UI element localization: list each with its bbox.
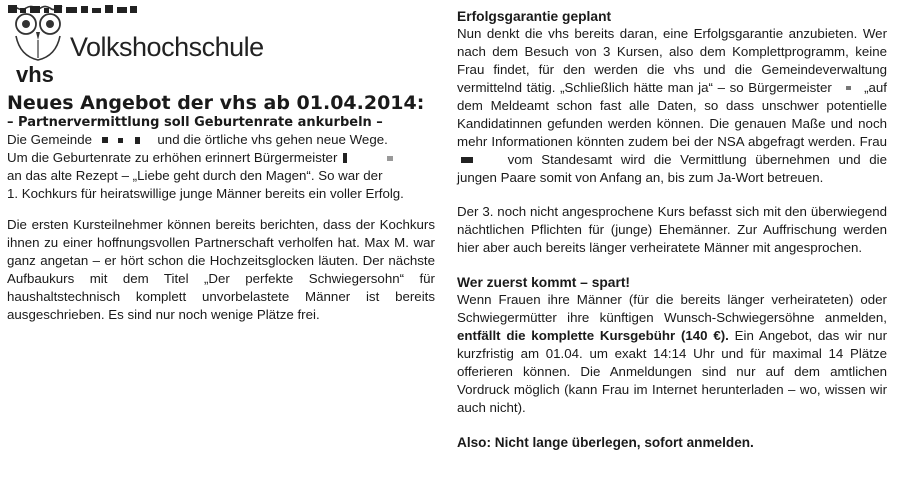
intro-text: Die Gemeinde	[7, 132, 92, 147]
paragraph-text: Wenn Frauen ihre Männer (für die bereits länger verheirateten) oder Schwiegermütter ihre künftigen Wunsch-Schwiegersöhne anmelden,	[457, 292, 887, 325]
spacer	[457, 257, 887, 274]
heading-erfolgsgarantie: Erfolgsgarantie geplant	[457, 9, 612, 24]
intro-text: an das alte Rezept – „Liebe geht durch den Magen“. So war der	[7, 168, 383, 183]
redacted-name	[135, 137, 140, 144]
spacer	[457, 417, 887, 434]
redacted-name	[387, 156, 393, 161]
intro-text: 1. Kochkurs für heiratswillige junge Männer bereits ein voller Erfolg.	[7, 186, 404, 201]
left-column	[7, 92, 435, 324]
redacted-name	[343, 153, 347, 163]
highlight-free-fee: entfällt die komplette Kursgebühr (140 €).	[457, 328, 729, 343]
redacted-place-name	[8, 2, 138, 16]
article-title: Neues Angebot der vhs ab 01.04.2014:	[7, 92, 425, 114]
second-paragraph: Die ersten Kursteilnehmer können bereits berichten, dass der Kochkurs ihnen zu einer hoffnungsvollen Partnerschaft verholfen hat. Max M. war ganz angetan – er hört schon die Hochzeitsglocken läuten. Der nächste Aufbaukurs mit dem Titel „Der perfekte Schwiegersohn“ für haushaltstechnisch komplett unvorbelastete Männer ist bereits ausgeschrieben. Es sind nur noch wenige Plätze frei.	[7, 217, 435, 322]
spacer	[457, 187, 887, 203]
closing-call: Also: Nicht lange überlegen, sofort anmelden.	[457, 435, 754, 450]
intro-text: Um die Geburtenrate zu erhöhen erinnert Bürgermeister	[7, 150, 338, 165]
right-column	[457, 8, 887, 452]
paragraph-text: „auf dem Meldeamt schon fast alle Daten, so dass unschwer potentielle Kandidatinnen gefunden werden können. Die genauen Maße und noch mehr Informationen könnten zudem bei der NSA abgefragt werden. Frau	[457, 80, 887, 149]
logo-short: vhs	[16, 62, 54, 87]
redacted-name	[118, 138, 123, 143]
intro-text: und die örtliche vhs gehen neue Wege.	[157, 132, 388, 147]
paragraph-text: Nun denkt die vhs bereits daran, eine Erfolgsgarantie anzubieten. Wer nach dem Besuch von 3 Kursen, also dem Komplettprogramm, keine Frau findet, für den werden die vhs und die Gemeindeverwaltung vermittelnd tätig. „Schließlich hätte man ja“ – so Bürgermeister	[457, 26, 887, 95]
logo-name: Volkshochschule	[70, 32, 264, 62]
paragraph-text: vom Standesamt wird die Vermittlung übernehmen und die jungen Paare somit von Anfang an, bis zum Ja-Wort betreuen.	[457, 152, 887, 185]
heading-wer-zuerst: Wer zuerst kommt – spart!	[457, 275, 631, 290]
redacted-name	[846, 86, 851, 90]
paragraph-wer-zuerst	[457, 291, 887, 417]
redacted-name	[102, 137, 108, 143]
paragraph-third-course: Der 3. noch nicht angesprochene Kurs befasst sich mit den überwiegend nächtlichen Pflichten für (junge) Ehemänner. Zur Auffrischung werden hier aber auch bereits länger verheiratete Männer mit angesprochen.	[457, 204, 887, 255]
redacted-name	[461, 157, 473, 163]
article-subtitle: – Partnervermittlung soll Geburtenrate ankurbeln –	[7, 115, 383, 130]
paragraph-erfolgsgarantie	[457, 25, 887, 187]
intro-paragraph	[7, 131, 435, 203]
vhs-logo	[8, 2, 268, 90]
paragraph-text: Ein Angebot, das wir nur kurzfristig am 01.04. um exakt 14:14 Uhr und für maximal 14 Plätze offerieren können. Die Anmeldungen sind nur auf dem amtlichen Vordruck möglich (kann Frau im Internet herunterladen – wo, wissen wir auch nicht).	[457, 328, 887, 415]
